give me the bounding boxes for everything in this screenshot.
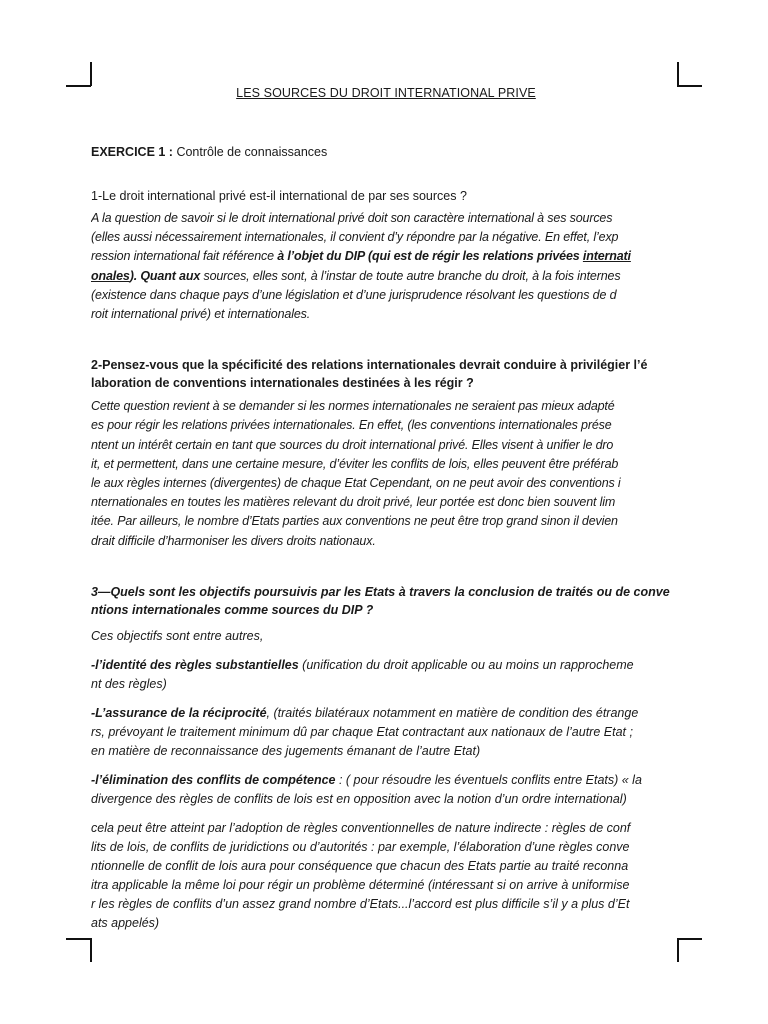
- answer-1-line-4-text: sources, elles sont, à l’instar de toute autre branche du droit, à la fois internes: [200, 268, 621, 283]
- objectives-closing: [91, 819, 677, 933]
- objectives-closing-line-2: lits de lois, de conflits de juridictions ou d’autorités : par exemple, l’élaboration d’une règles conve: [91, 839, 630, 854]
- crop-mark-top-left-v: [90, 62, 92, 86]
- objective-item-1: [91, 656, 677, 694]
- document-page: [91, 86, 677, 933]
- answer-2-line-6: nternationales en toutes les matières relevant du droit privé, leur portée est donc bien souvent lim: [91, 495, 616, 510]
- answer-2-line-8: drait difficile d’harmoniser les divers droits nationaux.: [91, 533, 376, 548]
- objective-item-1-line-2: nt des règles): [91, 676, 167, 691]
- objectives-closing-line-5: r les règles de conflits d’un assez grand nombre d’Etats...l’accord est plus difficile s’il y a plus d’Et: [91, 896, 630, 911]
- answer-1-line-3-bold: à l’objet du DIP (qui est de régir les relations privées: [277, 249, 583, 264]
- answer-1-line-3-underlined: internati: [582, 249, 631, 264]
- answer-2-line-7: itée. Par ailleurs, le nombre d’Etats parties aux conventions ne peut être trop grand sinon il devien: [91, 514, 618, 529]
- question-3-line-1: 3—Quels sont les objectifs poursuivis par les Etats à travers la conclusion de traités ou de conve: [91, 584, 670, 599]
- objective-item-2-line-1: [91, 704, 677, 723]
- question-3: [91, 583, 677, 619]
- answer-1-line-3-text: ression international fait référence: [91, 249, 278, 264]
- answer-2-line-3: ntent un intérêt certain en tant que sources du droit international privé. Elles visent à unifier le dro: [91, 437, 614, 452]
- crop-mark-bottom-left-v: [90, 938, 92, 962]
- objective-item-3: [91, 771, 677, 809]
- crop-mark-bottom-right-v: [677, 938, 679, 962]
- answer-2-line-5: le aux règles internes (divergentes) de chaque Etat Cependant, on ne peut avoir des conventions i: [91, 476, 621, 491]
- document-title: LES SOURCES DU DROIT INTERNATIONAL PRIVE: [236, 86, 536, 100]
- objectives-intro: [91, 627, 677, 646]
- answer-1-line-4: [91, 267, 677, 286]
- answer-1-line-6: roit international privé) et internationales.: [91, 307, 311, 322]
- answer-2-line-1: Cette question revient à se demander si les normes internationales ne seraient pas mieux adapté: [91, 399, 615, 414]
- objective-item-1-line-1: [91, 656, 677, 675]
- objective-item-1-text: (unification du droit applicable ou au moins un rapprocheme: [298, 657, 634, 672]
- objective-item-3-title: -l’élimination des conflits de compétence: [91, 772, 336, 787]
- exercise-heading: [91, 145, 677, 159]
- objective-item-1-title: -l’identité des règles substantielles: [91, 657, 299, 672]
- objective-item-3-line-2: divergence des règles de conflits de lois est en opposition avec la notion d’un ordre international): [91, 791, 627, 806]
- objective-item-2-title: -L’assurance de la réciprocité: [91, 705, 267, 720]
- objective-item-2: [91, 704, 677, 761]
- objectives-intro-text: Ces objectifs sont entre autres,: [91, 628, 264, 643]
- question-2-line-1: 2-Pensez-vous que la spécificité des relations internationales devrait conduire à privilégier l’é: [91, 358, 648, 373]
- objectives-closing-line-1: cela peut être atteint par l’adoption de règles conventionnelles de nature indirecte : règles de conf: [91, 820, 631, 835]
- exercise-title: Contrôle de connaissances: [176, 145, 328, 159]
- crop-mark-top-right-h: [677, 85, 702, 87]
- answer-1-line-2: (elles aussi nécessairement internationales, il convient d’y répondre par la négative. En effet, l’exp: [91, 230, 619, 245]
- objective-item-2-line-2: rs, prévoyant le traitement minimum dû par chaque Etat contractant aux nationaux de l’autre Etat ;: [91, 724, 633, 739]
- question-2: [91, 356, 677, 392]
- answer-2: [91, 397, 677, 551]
- answer-2-line-4: it, et permettent, dans une certaine mesure, d’éviter les conflits de lois, elles peuvent être préférab: [91, 456, 619, 471]
- answer-1-line-1: A la question de savoir si le droit international privé doit son caractère international à ses sources: [91, 211, 613, 225]
- objective-item-3-line-1: [91, 771, 677, 790]
- objective-item-2-line-3: en matière de reconnaissance des jugements émanant de l’autre Etat): [91, 743, 481, 758]
- answer-2-line-2: es pour régir les relations privées internationales. En effet, (les conventions internationales prése: [91, 418, 612, 433]
- crop-mark-top-right-v: [677, 62, 679, 86]
- answer-1-line-3: [91, 247, 677, 266]
- objectives-closing-line-6: ats appelés): [91, 915, 160, 930]
- question-3-line-2: ntions internationales comme sources du DIP ?: [91, 602, 374, 617]
- answer-1-line-5: (existence dans chaque pays d’une législation et d’une jurisprudence résolvant les questions de d: [91, 287, 617, 302]
- question-1: 1-Le droit international privé est-il international de par ses sources ?: [91, 189, 467, 203]
- crop-mark-bottom-left-h: [66, 938, 91, 940]
- answer-1-line-4-bold: ). Quant aux: [129, 268, 201, 283]
- answer-1: [91, 209, 677, 324]
- objective-item-2-text: , (traités bilatéraux notamment en matière de condition des étrange: [266, 705, 639, 720]
- exercise-label: EXERCICE 1 :: [91, 145, 173, 159]
- crop-mark-top-left-h: [66, 85, 91, 87]
- objectives-closing-line-3: ntionnelle de conflit de lois aura pour conséquence que chacun des Etats partie au traité reconna: [91, 858, 629, 873]
- objectives-closing-line-4: itra applicable la même loi pour régir un problème déterminé (intéressant si on arrive à uniformise: [91, 877, 630, 892]
- objective-item-3-text: : ( pour résoudre les éventuels conflits entre Etats) « la: [335, 772, 642, 787]
- answer-1-line-4-underlined: onales: [91, 268, 130, 283]
- question-2-line-2: laboration de conventions internationales destinées à les régir ?: [91, 376, 474, 391]
- crop-mark-bottom-right-h: [677, 938, 702, 940]
